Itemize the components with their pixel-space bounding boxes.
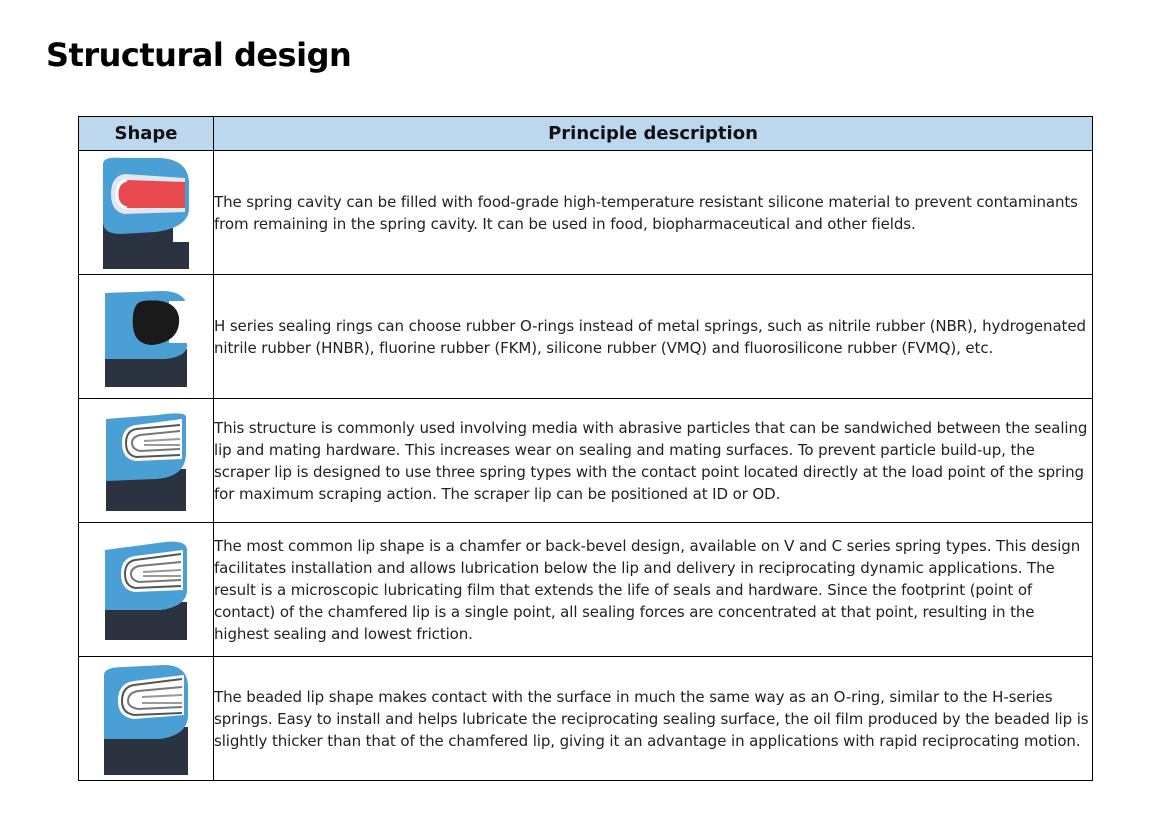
shape-cell (79, 523, 214, 657)
table-row (79, 399, 1093, 523)
table-row (79, 275, 1093, 399)
shape-cell (79, 399, 214, 523)
table-row (79, 151, 1093, 275)
table-header-row (79, 117, 1093, 151)
description-cell: The beaded lip shape makes contact with the surface in much the same way as an O-ring, similar to the H-series springs. Easy to install and helps lubricate the reciprocating sealing surface, the oil film produced by the beaded lip is slightly thicker than that of the chamfered lip, giving it an advantage in applications with rapid reciprocating motion. (214, 657, 1093, 781)
table-row (79, 523, 1093, 657)
table-row (79, 657, 1093, 781)
scraper-lip-seal-icon (106, 411, 186, 511)
structural-design-table (78, 116, 1093, 781)
silicone-filled-seal-icon (103, 156, 189, 269)
description-cell: The spring cavity can be filled with food-grade high-temperature resistant silicone material to prevent contaminants from remaining in the spring cavity. It can be used in food, biopharmaceutical and other fields. (214, 151, 1093, 275)
page-title: Structural design (46, 36, 352, 74)
shape-cell (79, 151, 214, 275)
beaded-lip-seal-icon (104, 663, 188, 775)
description-cell: The most common lip shape is a chamfer or back-bevel design, available on V and C series spring types. This design facilitates installation and allows lubrication below the lip and delivery in reciprocating dynamic applications. The result is a microscopic lubricating film that extends the life of seals and hardware. Since the footprint (point of contact) of the chamfered lip is a single point, all sealing forces are concentrated at that point, resulting in the highest sealing and lowest friction. (214, 523, 1093, 657)
shape-cell (79, 657, 214, 781)
description-cell: H series sealing rings can choose rubber O-rings instead of metal springs, such as nitrile rubber (NBR), hydrogenated nitrile rubber (HNBR), fluorine rubber (FKM), silicone rubber (VMQ) and fluorosilicone rubber (FVMQ), etc. (214, 275, 1093, 399)
shape-column-header: Shape (79, 117, 214, 151)
shape-cell (79, 275, 214, 399)
description-cell: This structure is commonly used involving media with abrasive particles that can be sandwiched between the sealing lip and mating hardware. This increases wear on sealing and mating surfaces. To prevent particle build-up, the scraper lip is designed to use three spring types with the contact point located directly at the load point of the spring for maximum scraping action. The scraper lip can be positioned at ID or OD. (214, 399, 1093, 523)
o-ring-seal-icon (105, 287, 187, 387)
chamfered-lip-seal-icon (105, 540, 187, 640)
description-column-header: Principle description (214, 117, 1093, 151)
